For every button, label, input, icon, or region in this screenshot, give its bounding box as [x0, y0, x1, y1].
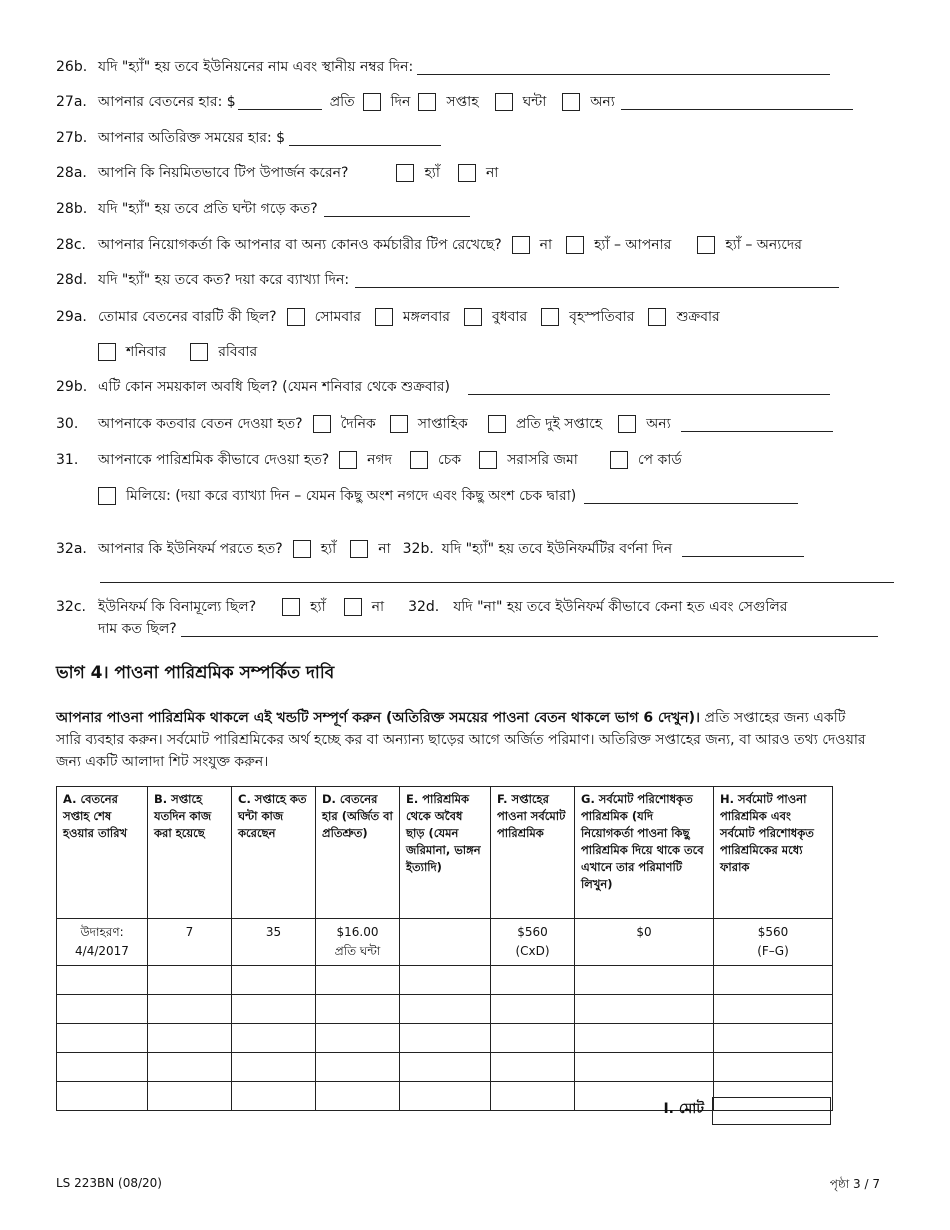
- q31-row: [56, 449, 682, 471]
- per-week-label: সপ্তাহ: [446, 94, 479, 110]
- table-cell[interactable]: [148, 1053, 232, 1082]
- q28d-row: [56, 269, 839, 291]
- per-hour-checkbox[interactable]: [495, 93, 513, 111]
- tuesday-label: মঙ্গলবার: [402, 309, 450, 325]
- table-cell[interactable]: [57, 1024, 148, 1053]
- q28c-label: আপনার নিয়োগকর্তা কি আপনার বা অন্য কোনও কর্মচারীর টিপ রেখেছে?: [98, 237, 502, 253]
- example-cell-a: [57, 919, 148, 966]
- q28a-row: [56, 162, 498, 184]
- uniform-cost-field[interactable]: [181, 621, 878, 637]
- union-name-field[interactable]: [417, 59, 830, 75]
- table-cell[interactable]: [491, 1082, 575, 1111]
- friday-label: শুক্রবার: [676, 309, 720, 325]
- q32d-row-2: [98, 618, 878, 640]
- q32c-label: ইউনিফর্ম কি বিনামূল্যে ছিল?: [98, 599, 257, 615]
- q26b-row: [56, 56, 830, 78]
- cash-label: নগদ: [367, 452, 393, 468]
- check-label: চেক: [438, 452, 462, 468]
- frequency-other-label: অন্য: [646, 416, 671, 432]
- tips-yes-checkbox[interactable]: [396, 164, 414, 182]
- q28d-label: যদি "হ্যাঁ" হয় তবে কত? দয়া করে ব্যাখ্যা দিন:: [98, 272, 350, 288]
- q31-row-2: [98, 485, 798, 507]
- example-cell-e: [400, 919, 491, 966]
- table-cell[interactable]: [316, 1053, 400, 1082]
- table-cell[interactable]: [57, 995, 148, 1024]
- friday-checkbox[interactable]: [648, 308, 666, 326]
- daily-checkbox[interactable]: [313, 415, 331, 433]
- q28d-number: 28d.: [56, 272, 88, 288]
- section4-heading: ভাগ 4। পাওনা পারিশ্রমিক সম্পর্কিত দাবি: [56, 663, 335, 683]
- per-day-label: দিন: [390, 94, 411, 110]
- table-cell[interactable]: [316, 995, 400, 1024]
- uniform-free-no-label: না: [371, 599, 385, 615]
- per-hour-label: ঘন্টা: [522, 94, 547, 110]
- saturday-label: শনিবার: [126, 344, 167, 360]
- tips-no-label: না: [485, 165, 499, 181]
- uniform-no-checkbox[interactable]: [350, 540, 368, 558]
- q29a-row: [56, 306, 720, 328]
- q32b-number: 32b.: [402, 541, 434, 557]
- check-checkbox[interactable]: [410, 451, 428, 469]
- table-cell[interactable]: [57, 1082, 148, 1111]
- per-other-field[interactable]: [621, 94, 853, 110]
- mixed-payment-label: মিলিয়ে: (দয়া করে ব্যাখ্যা দিন – যেমন কিছু অংশ নগদে এবং কিছু অংশ চেক দ্বারা): [126, 488, 577, 504]
- section4-intro: [56, 707, 874, 773]
- q32d-number: 32d.: [408, 599, 440, 615]
- q30-label: আপনাকে কতবার বেতন দেওয়া হত?: [98, 416, 303, 432]
- table-cell[interactable]: [316, 966, 400, 995]
- tips-kept-others-label: হ্যাঁ – অন্যদের: [725, 237, 802, 253]
- q31-number: 31.: [56, 452, 79, 468]
- table-cell[interactable]: [400, 1053, 491, 1082]
- uniform-description-field[interactable]: [682, 541, 804, 557]
- table-cell[interactable]: [148, 1024, 232, 1053]
- pay-card-label: পে কার্ড: [637, 452, 682, 468]
- form-id: LS 223BN (08/20): [56, 1176, 162, 1190]
- per-other-label: অন্য: [590, 94, 615, 110]
- uniform-description-line-2[interactable]: [100, 582, 894, 583]
- tips-no-checkbox[interactable]: [458, 164, 476, 182]
- pay-period-field[interactable]: [468, 379, 830, 395]
- sunday-label: রবিবার: [218, 344, 258, 360]
- uniform-no-label: না: [378, 541, 391, 557]
- frequency-other-field[interactable]: [681, 416, 833, 432]
- q26b-number: 26b.: [56, 59, 88, 75]
- q30-row: [56, 413, 833, 435]
- per-day-checkbox[interactable]: [363, 93, 381, 111]
- q28b-row: [56, 198, 470, 220]
- table-cell[interactable]: [232, 995, 316, 1024]
- uniform-yes-checkbox[interactable]: [293, 540, 311, 558]
- table-cell[interactable]: [491, 1024, 575, 1053]
- direct-deposit-label: সরাসরি জমা: [507, 452, 578, 468]
- thursday-checkbox[interactable]: [541, 308, 559, 326]
- tips-kept-others-checkbox[interactable]: [697, 236, 715, 254]
- q27b-number: 27b.: [56, 130, 88, 146]
- q26b-label: যদি "হ্যাঁ" হয় তবে ইউনিয়নের নাম এবং স্থানীয় নম্বর দিন:: [98, 59, 414, 75]
- wednesday-label: বুধবার: [491, 309, 528, 325]
- q29b-label: এটি কোন সময়কাল অবধি ছিল? (যেমন শনিবার থেকে শুক্রবার): [98, 379, 450, 395]
- table-cell[interactable]: [232, 1024, 316, 1053]
- table-cell[interactable]: [148, 995, 232, 1024]
- example-cell-f: [491, 919, 575, 966]
- uniform-yes-label: হ্যাঁ: [320, 541, 337, 557]
- q29b-number: 29b.: [56, 379, 88, 395]
- table-cell[interactable]: [316, 1024, 400, 1053]
- example-difference-formula: (F–G): [757, 944, 789, 958]
- table-cell[interactable]: [400, 1024, 491, 1053]
- q28b-number: 28b.: [56, 201, 88, 217]
- col-header-b: B. সপ্তাহে যতদিন কাজ করা হয়েছে: [148, 787, 232, 919]
- q28a-number: 28a.: [56, 165, 87, 181]
- tips-kept-no-checkbox[interactable]: [512, 236, 530, 254]
- weekly-label: সাপ্তাহিক: [417, 416, 468, 432]
- total-field[interactable]: [712, 1097, 831, 1125]
- daily-label: দৈনিক: [340, 416, 376, 432]
- q32d-label: যদি "না" হয় তবে ইউনিফর্ম কীভাবে কেনা হত এবং সেগুলির: [453, 599, 788, 615]
- per-other-checkbox[interactable]: [562, 93, 580, 111]
- per-week-checkbox[interactable]: [418, 93, 436, 111]
- col-header-g: G. সর্বমোট পরিশোধকৃত পারিশ্রমিক (যদি নিয়োগকর্তা পাওনা কিছু পারিশ্রমিক দিয়ে থাকে তবে এখানে তার পরিমাণটি লিখুন): [575, 787, 714, 919]
- q29a-number: 29a.: [56, 309, 87, 325]
- q28a-label: আপনি কি নিয়মিতভাবে টিপ উপার্জন করেন?: [98, 165, 349, 181]
- q29a-label: তোমার বেতনের বারটি কী ছিল?: [98, 309, 277, 325]
- saturday-checkbox[interactable]: [98, 343, 116, 361]
- q32c-number: 32c.: [56, 599, 86, 615]
- example-cell-h: [714, 919, 833, 966]
- cash-checkbox[interactable]: [339, 451, 357, 469]
- table-cell[interactable]: [714, 966, 833, 995]
- mixed-payment-field[interactable]: [584, 488, 798, 504]
- table-cell[interactable]: [491, 995, 575, 1024]
- table-cell[interactable]: [575, 1053, 714, 1082]
- table-cell[interactable]: [575, 966, 714, 995]
- overtime-rate-field[interactable]: [289, 130, 441, 146]
- table-cell[interactable]: [714, 1053, 833, 1082]
- uniform-free-no-checkbox[interactable]: [344, 598, 362, 616]
- example-cell-b: 7: [148, 919, 232, 966]
- col-header-h: H. সর্বমোট পাওনা পারিশ্রমিক এবং সর্বমোট পরিশোধকৃত পারিশ্রমিকের মধ্যে ফারাক: [714, 787, 833, 919]
- table-cell[interactable]: [575, 995, 714, 1024]
- table-row: [57, 1053, 833, 1082]
- uniform-free-yes-label: হ্যাঁ: [310, 599, 326, 615]
- biweekly-label: প্রতি দুই সপ্তাহে: [515, 416, 603, 432]
- col-header-c: C. সপ্তাহে কত ঘন্টা কাজ করেছেন: [232, 787, 316, 919]
- q32d-label-2: দাম কত ছিল?: [98, 621, 177, 637]
- table-cell[interactable]: [491, 966, 575, 995]
- q32a-label: আপনার কি ইউনিফর্ম পরতে হত?: [98, 541, 283, 557]
- table-cell[interactable]: [714, 1024, 833, 1053]
- col-header-e: E. পারিশ্রমিক থেকে অবৈধ ছাড় (যেমন জরিমানা, ভাঙ্গন ইত্যাদি): [400, 787, 491, 919]
- example-total-owed: $560: [517, 925, 548, 939]
- table-cell[interactable]: [232, 966, 316, 995]
- wage-table: [56, 786, 833, 1111]
- pay-card-checkbox[interactable]: [610, 451, 628, 469]
- section4-intro-rest: প্রতি সপ্তাহের জন্য একটি সারি ব্যবহার করুন। সর্বমোট পারিশ্রমিকের অর্থ হচ্ছে কর বা অন্যান্য ছাড়ের আগে অর্জিত পরিমাণ। অতিরিক্ত সপ্তাহের জন্য, বা আরও তথ্য দেওয়ার জন্য একটি আলাদা শিট সংযুক্ত করুন।: [56, 710, 866, 770]
- table-cell[interactable]: [316, 1082, 400, 1111]
- q28c-number: 28c.: [56, 237, 86, 253]
- tips-explain-field[interactable]: [355, 272, 839, 288]
- col-header-a: A. বেতনের সপ্তাহ শেষ হওয়ার তারিখ: [57, 787, 148, 919]
- uniform-free-yes-checkbox[interactable]: [282, 598, 300, 616]
- q28c-row: [56, 234, 802, 256]
- table-cell[interactable]: [232, 1053, 316, 1082]
- q32b-label: যদি "হ্যাঁ" হয় তবে ইউনিফর্মটির বর্ণনা দিন: [441, 541, 673, 557]
- frequency-other-checkbox[interactable]: [618, 415, 636, 433]
- q32a-number: 32a.: [56, 541, 87, 557]
- example-rate-unit: প্রতি ঘন্টা: [334, 944, 381, 958]
- col-header-d: D. বেতনের হার (অর্জিত বা প্রতিশ্রুত): [316, 787, 400, 919]
- table-cell[interactable]: [148, 966, 232, 995]
- table-header-row: [57, 787, 833, 919]
- example-row: [57, 919, 833, 966]
- monday-label: সোমবার: [314, 309, 361, 325]
- example-cell-d: [316, 919, 400, 966]
- q27b-row: [56, 127, 441, 149]
- biweekly-checkbox[interactable]: [488, 415, 506, 433]
- q27a-per: প্রতি: [329, 94, 355, 110]
- table-cell[interactable]: [491, 1053, 575, 1082]
- table-row: [57, 1024, 833, 1053]
- tips-kept-yours-checkbox[interactable]: [566, 236, 584, 254]
- tips-per-hour-field[interactable]: [324, 201, 470, 217]
- table-row: [57, 995, 833, 1024]
- table-cell[interactable]: [400, 995, 491, 1024]
- table-cell[interactable]: [232, 1082, 316, 1111]
- q27a-number: 27a.: [56, 94, 87, 110]
- example-cell-g: $0: [575, 919, 714, 966]
- sunday-checkbox[interactable]: [190, 343, 208, 361]
- q30-number: 30.: [56, 416, 79, 432]
- section4-intro-bold: আপনার পাওনা পারিশ্রমিক থাকলে এই খন্ডটি সম্পূর্ণ করুন (অতিরিক্ত সময়ের পাওনা বেতন থাকলে ভাগ 6 দেখুন)।: [56, 710, 701, 726]
- pay-rate-field[interactable]: [238, 94, 322, 110]
- table-cell[interactable]: [148, 1082, 232, 1111]
- tuesday-checkbox[interactable]: [375, 308, 393, 326]
- q27a-row: [56, 91, 853, 113]
- table-row: [57, 966, 833, 995]
- table-cell[interactable]: [575, 1024, 714, 1053]
- example-date: 4/4/2017: [75, 944, 129, 958]
- tips-yes-label: হ্যাঁ: [424, 165, 440, 181]
- tips-kept-yours-label: হ্যাঁ – আপনার: [594, 237, 672, 253]
- q32c-row: [56, 596, 788, 618]
- example-difference: $560: [757, 925, 789, 939]
- example-total-formula: (CxD): [515, 944, 550, 958]
- monday-checkbox[interactable]: [287, 308, 305, 326]
- example-rate: $16.00: [336, 925, 379, 939]
- q31-label: আপনাকে পারিশ্রমিক কীভাবে দেওয়া হত?: [98, 452, 330, 468]
- table-cell[interactable]: [400, 1082, 491, 1111]
- example-cell-c: 35: [232, 919, 316, 966]
- q29a-row-2: [98, 341, 257, 363]
- q28b-label: যদি "হ্যাঁ" হয় তবে প্রতি ঘন্টা গড়ে কত?: [98, 201, 318, 217]
- table-cell[interactable]: [57, 1053, 148, 1082]
- example-label: উদাহরণ:: [80, 925, 124, 939]
- q32a-row: [56, 538, 804, 560]
- page-number: পৃষ্ঠা 3 / 7: [829, 1177, 880, 1191]
- total-label: I. মোট: [663, 1101, 704, 1117]
- weekly-checkbox[interactable]: [390, 415, 408, 433]
- tips-kept-no-label: না: [539, 237, 553, 253]
- thursday-label: বৃহস্পতিবার: [569, 309, 635, 325]
- table-cell[interactable]: [57, 966, 148, 995]
- col-header-f: F. সপ্তাহের পাওনা সর্বমোট পারিশ্রমিক: [491, 787, 575, 919]
- q27b-label: আপনার অতিরিক্ত সময়ের হার: $: [98, 130, 286, 146]
- table-cell[interactable]: [400, 966, 491, 995]
- q27a-label: আপনার বেতনের হার: $: [98, 94, 236, 110]
- mixed-payment-checkbox[interactable]: [98, 487, 116, 505]
- table-cell[interactable]: [714, 995, 833, 1024]
- q29b-row: [56, 376, 830, 398]
- direct-deposit-checkbox[interactable]: [479, 451, 497, 469]
- wednesday-checkbox[interactable]: [464, 308, 482, 326]
